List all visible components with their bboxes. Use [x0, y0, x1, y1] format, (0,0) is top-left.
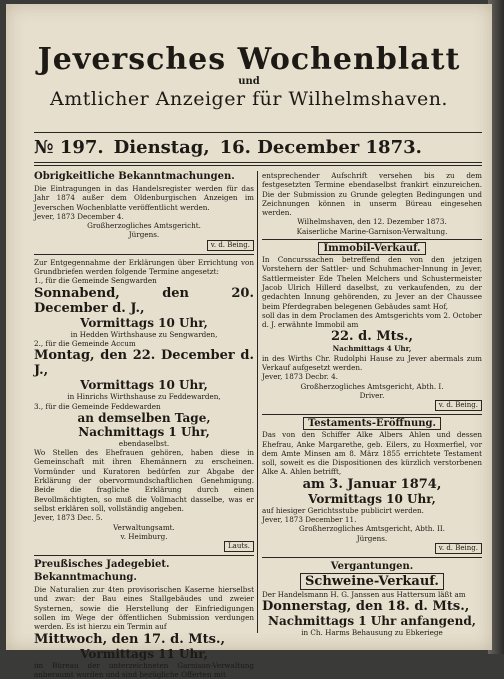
notice-r2-time: Nachmittags 4 Uhr,: [332, 344, 412, 354]
notice-r3-signature: v. d. Being.: [435, 543, 482, 554]
notice-r2-name: Driver.: [359, 390, 385, 400]
notice-2-item-2: 2., für die Gemeinde Accum: [34, 338, 136, 348]
notice-r2-place: Jever, 1873 Decbr. 4.: [262, 372, 338, 382]
notice-r3-text-2: auf hiesiger Gerichtsstube publicirt werden.: [262, 505, 424, 515]
notice-2-date-3: an demselben Tage,: [77, 410, 211, 425]
masthead-title: Jeversches Wochenblatt: [37, 42, 461, 77]
issue-rule-2: [34, 165, 482, 166]
notice-r1-text: entsprechender Aufschrift versehen bis zu dem festgesetzten Termine ebendaselbst frankirt einzureichen. Die der Submission zu Grunde gelegten Bedingungen und Zeichnungen können in unserm Büreau eingesehen werden.: [262, 171, 482, 218]
notice-r3-date: am 3. Januar 1874,: [302, 476, 442, 492]
issue-date: 16. December 1873.: [219, 137, 422, 158]
notice-r3-text: Das von den Schiffer Alke Albers Ahlen und dessen Ehefrau, Anke Margarethe, geb. Eilers, zu Hoxmerfiel, vor dem Amte Minsen am 8. März 1855 errichtete Testament soll, soweit es die Dispositionen des kürzlich verstorbenen Alke A. Ahlen betrifft,: [262, 430, 482, 477]
issue-line: [34, 137, 482, 159]
notice-2-location-2: in Hinrichs Wirthshause zu Feddewarden,: [67, 392, 221, 402]
notice-3-text: Die Naturalien zur 4ten provisorischen Kaserne hierselbst und zwar: der Bau eines Stallgebäudes und zweier Systernen, sowie die Herstellung der Einfriedigungen sollen im Wege der öffentlichen Submission verdungen werden. Es ist hierzu ein Termin auf: [34, 585, 254, 632]
notice-1-name: Jürgens.: [128, 230, 160, 240]
divider: [262, 557, 482, 558]
notice-1-signature: v. d. Being.: [207, 240, 254, 251]
issue-rule-1: [34, 162, 482, 163]
divider: [262, 414, 482, 415]
notice-2-name: v. Heimburg.: [120, 531, 168, 541]
notice-3-heading-1: Preußisches Jadegebiet.: [34, 559, 170, 571]
notice-2-location-3: ebendaselbst.: [118, 438, 170, 448]
notice-r3-time: Vormittags 10 Uhr,: [308, 491, 436, 506]
notice-2-item-3: 3., für die Gemeinde Feddewarden: [34, 401, 161, 411]
notice-2-place: Jever, 1873 Dec. 5.: [34, 513, 103, 523]
notice-2-time-3: Nachmittags 1 Uhr,: [78, 424, 210, 439]
notice-2-intro: Zur Entgegennahme der Erklärungen über Errichtung von Grundbriefen werden folgende Termine angesetzt:: [34, 257, 254, 277]
real-estate-sale-heading: Immobil-Verkauf.: [318, 242, 425, 255]
notice-2-item-1: 1., für die Gemeinde Sengwarden: [34, 276, 157, 286]
notice-3-time: Vormittags 11 Uhr,: [80, 646, 208, 661]
notice-r2-text: In Concurssachen betreffend den von den jetzigen Vorstehern der Sattler- und Schuhmacher-Innung in Jever, Sattlermeister Ede Thelen Melchers und Schustermeister Jacob Ulrich Hillerd daselbst, zu verkaufenden, zu der gedachten Innung gehörenden, zu Jever an der Chaussee beim Pferdegraben belegenen Gebäudes samt Hof,: [262, 255, 482, 311]
notice-2-time-1: Vormittags 10 Uhr,: [80, 315, 208, 330]
notice-r2-signature: v. d. Being.: [435, 400, 482, 411]
notice-r3-name: Jürgens.: [356, 533, 388, 543]
divider: [34, 555, 254, 556]
notice-1-place: Jever, 1873 December 4.: [34, 211, 124, 221]
notice-2-text: Wo Stellen des Ehefrauen gehören, haben diese in Gemeinschaft mit ihren Ehemännern zu erscheinen. Vormünder und Kuratoren bedürfen zur Abgabe der Erklärung der obervormundschaftlichen Genehmigung. Beide die fragliche Erklärung durch einen Bevollmächtigten, so muß die Vollmacht dasselbe, was er selbst erklären soll, vollständig angeben.: [34, 448, 254, 513]
issue-number: № 197.: [34, 137, 104, 158]
right-column: [262, 171, 482, 638]
notice-r2-date: 22. d. Mts.,: [330, 329, 414, 345]
notice-r3-court: Großherzogliches Amtsgericht, Abth. II.: [299, 524, 445, 534]
masthead: [6, 44, 492, 111]
notice-r4-date: Donnerstag, den 18. d. Mts.,: [262, 599, 470, 615]
issue-day: Dienstag,: [113, 137, 210, 158]
divider: [34, 254, 254, 255]
testament-opening-heading: Testaments-Eröffnung.: [303, 417, 441, 430]
notice-r4-text: Der Handelsmann H. G. Janssen aus Hattersum läßt am: [262, 589, 466, 599]
official-notices-heading: Obrigkeitliche Bekanntmachungen.: [34, 171, 235, 182]
masthead-und: und: [238, 76, 260, 87]
notice-r4-time: Nachmittags 1 Uhr anfangend,: [268, 614, 476, 629]
notice-3-heading-2: Bekanntmachung.: [34, 572, 137, 584]
notice-2-signature: Lauts.: [224, 541, 254, 552]
notice-2-date-1: Sonnabend, den 20. December d. J.,: [34, 285, 254, 316]
notice-3-tail: im Büreau der unterzeichneten Garnison-Verwaltung anberaumt worden und sind bezügliche Offerten mit: [34, 660, 254, 679]
pig-sale-heading: Schweine-Verkauf.: [300, 573, 444, 590]
divider: [262, 239, 482, 240]
top-rule: [34, 132, 482, 133]
notice-r1-place: Wilhelmshaven, den 12. Dezember 1873.: [297, 217, 447, 227]
masthead-subtitle: Amtlicher Anzeiger für Wilhelmshaven.: [50, 88, 448, 110]
notice-r3-place: Jever, 1873 December 11.: [262, 515, 357, 525]
column-separator: [257, 171, 258, 633]
auctions-heading: Vergantungen.: [330, 560, 414, 572]
notice-3-date: Mittwoch, den 17. d. Mts.,: [34, 631, 226, 647]
notice-1-text: Die Eintragungen in das Handelsregister werden für das Jahr 1874 außer dem Oldenburgischen Anzeigen im Jeverschen Wochenblatte veröffentlicht werden.: [34, 184, 254, 212]
notice-2-office: Verwaltungsamt.: [113, 522, 175, 532]
newspaper-page: [6, 4, 492, 679]
left-column: [34, 171, 254, 679]
notice-2-location-1: in Hedden Wirthshause zu Sengwarden,: [70, 329, 218, 339]
notice-r4-location: in Ch. Harms Behausung zu Ebkeriege: [301, 628, 443, 638]
notice-2-time-2: Vormittags 10 Uhr,: [80, 378, 208, 393]
notice-r2-court: Großherzogliches Amtsgericht, Abth. I.: [300, 381, 444, 391]
notice-r1-office: Kaiserliche Marine-Garnison-Verwaltung.: [296, 226, 448, 236]
notice-2-date-2: Montag, den 22. December d. J.,: [34, 348, 254, 379]
notice-r2-text-2: soll das in dem Proclamen des Amtsgerichts vom 2. October d. J. erwähnte Immobil am: [262, 310, 482, 330]
notice-1-court: Großherzogliches Amtsgericht.: [87, 221, 201, 231]
notice-r2-text-3: in des Wirths Chr. Rudolphi Hause zu Jever abermals zum Verkauf aufgesetzt werden.: [262, 353, 482, 373]
